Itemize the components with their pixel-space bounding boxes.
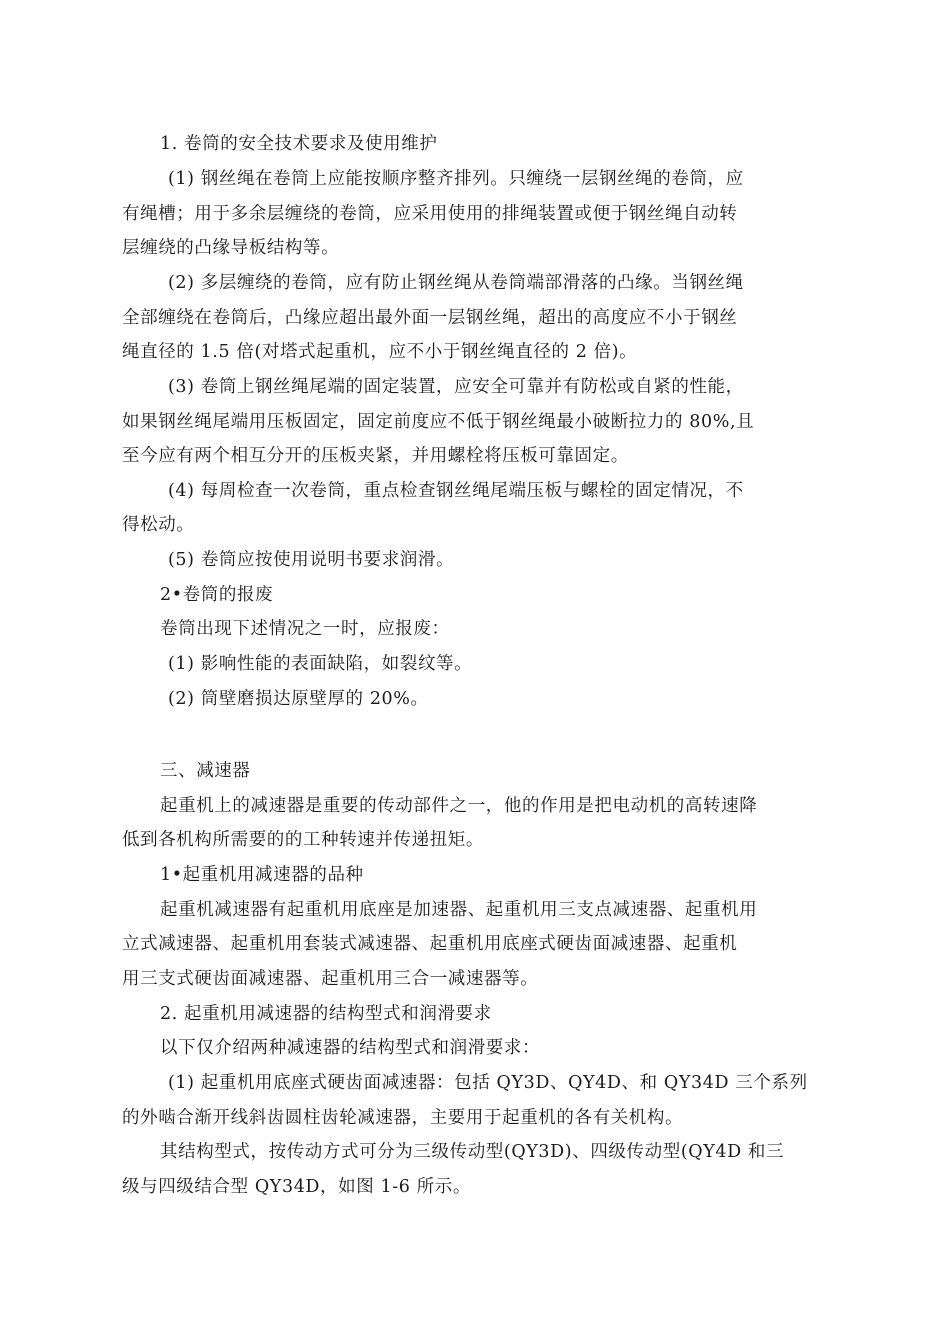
subsection-1-title: 1•起重机用减速器的品种 (160, 865, 364, 885)
subsection-2-intro: 以下仅介绍两种减速器的结构型式和润滑要求： (160, 1038, 541, 1058)
structure-line-2: 级与四级结合型 QY34D，如图 1-6 所示。 (122, 1177, 471, 1197)
item-1-line-3: 层缠绕的凸缘导板结构等。 (122, 238, 340, 258)
item-2-line-1: (2) 多层缠绕的卷筒，应有防止钢丝绳从卷筒端部滑落的凸缘。当钢丝绳 (168, 273, 744, 293)
section-2-title: 2•卷筒的报废 (160, 585, 274, 605)
subsection-2-item-1-line-1: (1) 起重机用底座式硬齿面减速器：包括 QY3D、QY4D、和 QY34D 三个系列 (168, 1073, 808, 1093)
structure-line-1: 其结构型式，按传动方式可分为三级传动型(QY3D)、四级传动型(QY4D 和三 (160, 1142, 785, 1162)
item-1-line-2: 有绳槽；用于多余层缠绕的卷筒，应采用使用的排绳装置或便于钢丝绳自动转 (122, 204, 738, 224)
scrap-item-2: (2) 筒壁磨损达原壁厚的 20%。 (168, 689, 429, 709)
item-5: (5) 卷筒应按使用说明书要求润滑。 (168, 550, 455, 570)
subsection-2-item-1-line-2: 的外啮合渐开线斜齿圆柱齿轮减速器，主要用于起重机的各有关机构。 (122, 1108, 684, 1128)
subsection-1-line-1: 起重机减速器有起重机用底座是加速器、起重机用三支点减速器、起重机用 (160, 900, 758, 920)
part-3-title: 三、减速器 (160, 761, 251, 781)
item-2-line-2: 全部缠绕在卷筒后，凸缘应超出最外面一层钢丝绳，超出的高度应不小于钢丝 (122, 308, 738, 328)
subsection-2-title: 2. 起重机用减速器的结构型式和润滑要求 (160, 1004, 492, 1024)
item-4-line-2: 得松动。 (122, 515, 195, 535)
item-3-line-3: 至今应有两个相互分开的压板夹紧，并用螺栓将压板可靠固定。 (122, 446, 629, 466)
item-3-line-1: (3) 卷筒上钢丝绳尾端的固定装置，应安全可靠并有防松或自紧的性能， (168, 377, 744, 397)
part-3-intro-line-2: 低到各机构所需要的的工种转速并传递扭矩。 (122, 830, 484, 850)
item-4-line-1: (4) 每周检查一次卷筒，重点检查钢丝绳尾端压板与螺栓的固定情况，不 (168, 481, 744, 501)
scrap-item-1: (1) 影响性能的表面缺陷，如裂纹等。 (168, 654, 473, 674)
section-2-intro: 卷筒出现下述情况之一时，应报废： (160, 619, 450, 639)
item-1-line-1: (1) 钢丝绳在卷筒上应能按顺序整齐排列。只缠绕一层钢丝绳的卷筒，应 (168, 169, 744, 189)
subsection-1-line-3: 用三支式硬齿面减速器、起重机用三合一减速器等。 (122, 969, 539, 989)
subsection-1-line-2: 立式减速器、起重机用套装式减速器、起重机用底座式硬齿面减速器、起重机 (122, 934, 738, 954)
part-3-intro-line-1: 起重机上的减速器是重要的传动部件之一，他的作用是把电动机的高转速降 (160, 796, 758, 816)
section-1-title: 1. 卷筒的安全技术要求及使用维护 (160, 134, 438, 154)
item-2-line-3: 绳直径的 1.5 倍(对塔式起重机，应不小于钢丝绳直径的 2 倍)。 (122, 342, 638, 362)
item-3-line-2: 如果钢丝绳尾端用压板固定，固定前度应不低于钢丝绳最小破断拉力的 80%,且 (122, 412, 755, 432)
